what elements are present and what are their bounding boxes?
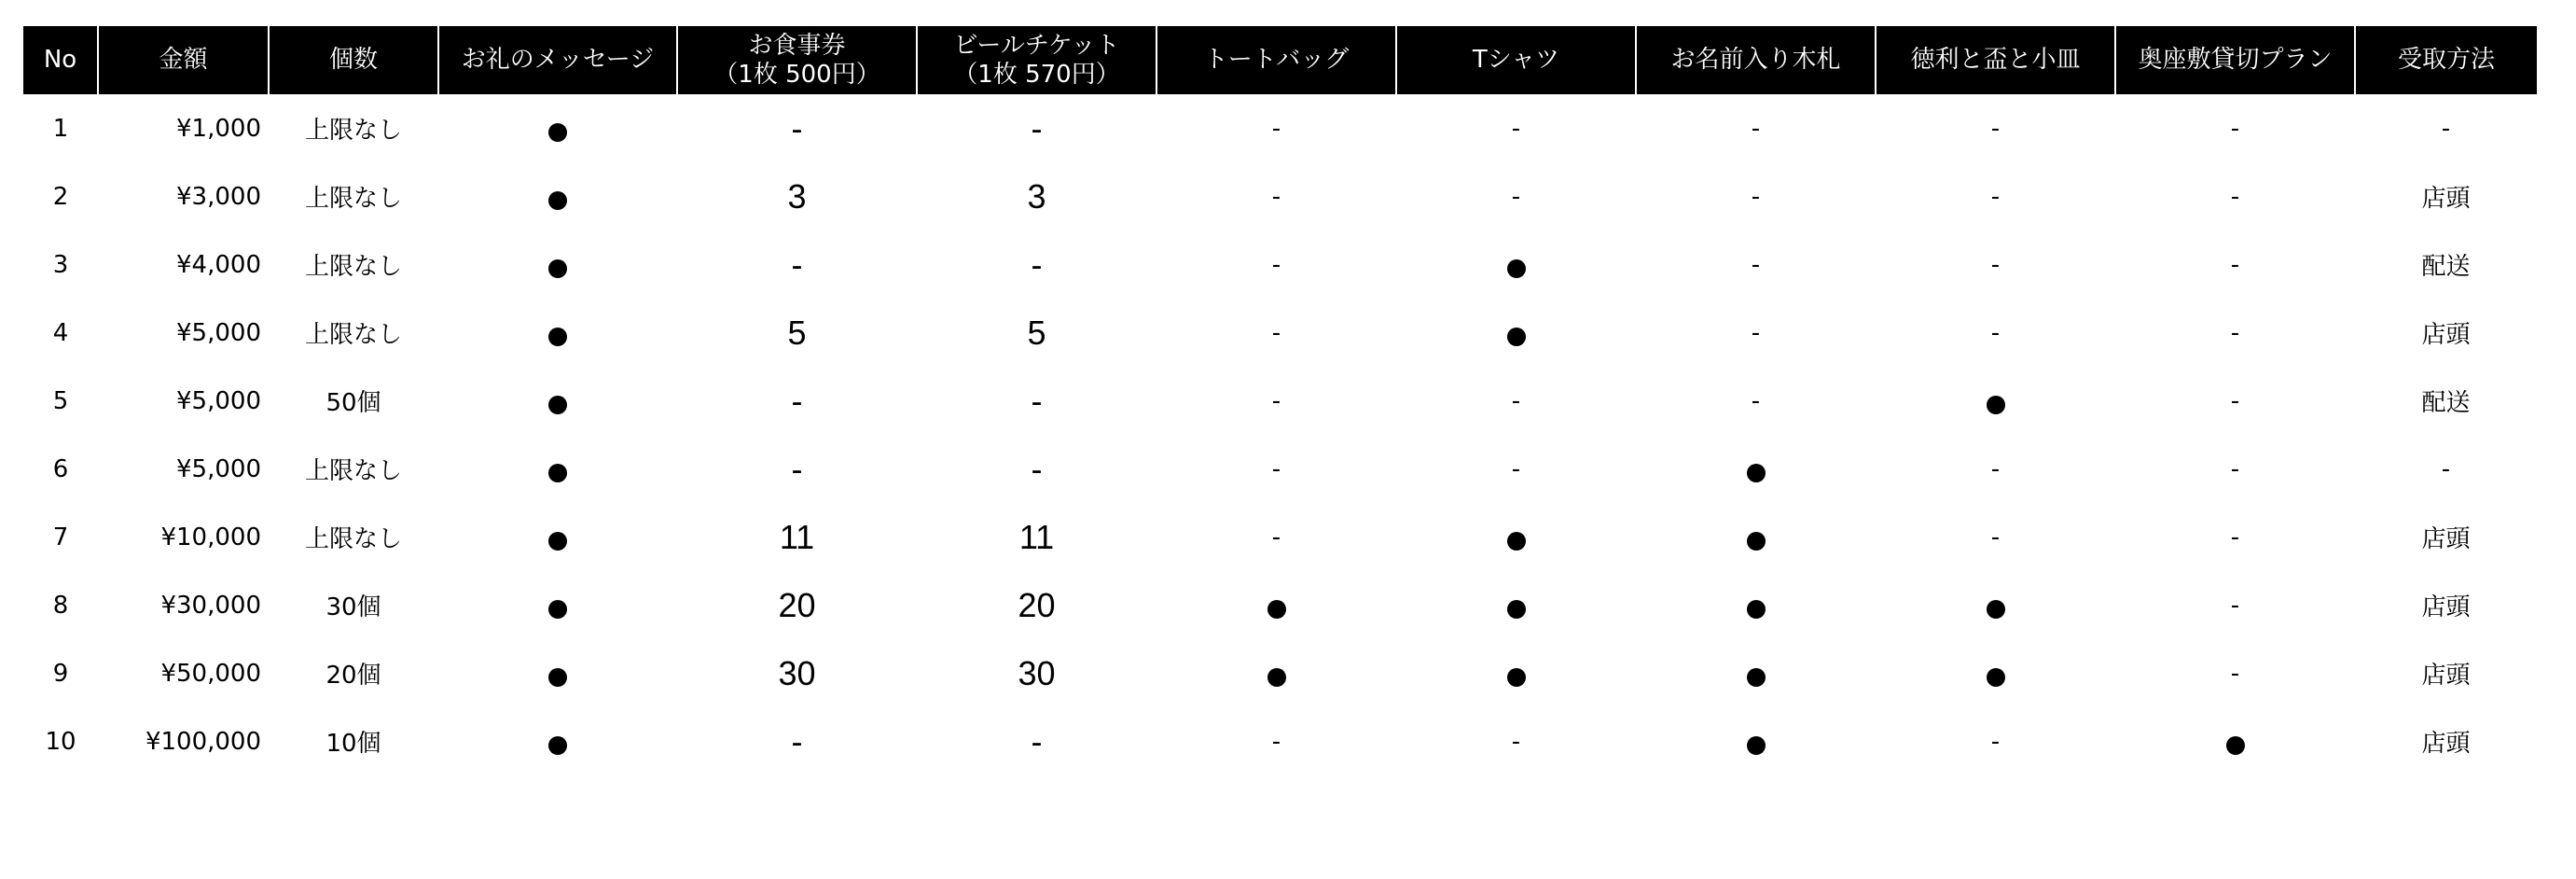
table-row xyxy=(23,162,2537,230)
cell-no: 5 xyxy=(52,386,69,415)
filled-circle-icon xyxy=(548,668,567,687)
cell-tshirt xyxy=(1396,639,1636,707)
cell-meal-ticket: 20 xyxy=(778,585,816,624)
cell-private-room: - xyxy=(2230,114,2240,143)
filled-circle-icon xyxy=(1507,600,1526,619)
cell-delivery: 店頭 xyxy=(2421,321,2471,349)
cell-amount: ¥1,000 xyxy=(176,114,261,143)
cell-name-plaque xyxy=(1636,639,1876,707)
cell-sake-set xyxy=(1876,639,2115,707)
cell-tote-bag: - xyxy=(1271,523,1281,551)
cell-amount: ¥10,000 xyxy=(160,523,261,551)
filled-circle-icon xyxy=(548,259,567,278)
cell-no: 4 xyxy=(52,318,69,347)
cell-beer-ticket: - xyxy=(1031,381,1043,420)
cell-meal-ticket: - xyxy=(791,108,803,147)
table-row xyxy=(23,299,2537,367)
cell-tshirt xyxy=(1396,571,1636,639)
cell-private-room: - xyxy=(2230,386,2240,415)
cell-quantity: 20個 xyxy=(325,662,381,690)
cell-meal-ticket: - xyxy=(791,381,803,420)
cell-tshirt xyxy=(1396,503,1636,571)
filled-circle-icon xyxy=(1507,259,1526,278)
cell-tote-bag: - xyxy=(1271,318,1281,347)
cell-quantity: 上限なし xyxy=(304,117,402,145)
cell-beer-ticket: 3 xyxy=(1027,176,1046,216)
header-no: No xyxy=(23,26,98,94)
header-amount: 金額 xyxy=(98,26,269,94)
cell-tote-bag: - xyxy=(1271,727,1281,756)
cell-sake-set: - xyxy=(1990,182,2001,211)
cell-meal-ticket: 3 xyxy=(787,176,807,216)
filled-circle-icon xyxy=(548,464,567,482)
cell-beer-ticket: 20 xyxy=(1018,585,1056,624)
cell-name-plaque: - xyxy=(1751,182,1761,211)
header-beer-ticket-price: （1枚 570円） xyxy=(953,60,1120,89)
cell-message xyxy=(438,435,677,503)
cell-quantity: 50個 xyxy=(325,389,381,417)
cell-amount: ¥100,000 xyxy=(145,727,261,756)
cell-private-room: - xyxy=(2230,318,2240,347)
reward-table xyxy=(23,26,2537,775)
cell-no: 2 xyxy=(52,182,69,211)
cell-meal-ticket: - xyxy=(791,721,803,760)
cell-delivery: 店頭 xyxy=(2421,730,2471,758)
header-meal-ticket-title: お食事券 xyxy=(748,31,846,60)
filled-circle-icon xyxy=(1747,668,1766,687)
cell-amount: ¥5,000 xyxy=(176,318,261,347)
header-row xyxy=(23,26,2537,94)
cell-tshirt: - xyxy=(1511,386,1521,415)
cell-quantity: 上限なし xyxy=(304,321,402,349)
cell-no: 1 xyxy=(52,114,69,143)
header-tshirt: Tシャツ xyxy=(1396,26,1636,94)
cell-message xyxy=(438,299,677,367)
filled-circle-icon xyxy=(548,600,567,619)
header-name-plaque: お名前入り木札 xyxy=(1636,26,1876,94)
cell-beer-ticket: - xyxy=(1031,721,1043,760)
cell-delivery: 店頭 xyxy=(2421,593,2471,621)
cell-quantity: 10個 xyxy=(325,730,381,758)
filled-circle-icon xyxy=(548,191,567,210)
cell-message xyxy=(438,707,677,775)
header-delivery: 受取方法 xyxy=(2355,26,2537,94)
cell-quantity: 上限なし xyxy=(304,185,402,213)
header-beer-ticket-title: ビールチケット xyxy=(953,31,1120,60)
cell-beer-ticket: - xyxy=(1031,108,1043,147)
filled-circle-icon xyxy=(548,736,567,755)
cell-private-room xyxy=(2115,707,2355,775)
cell-delivery: 店頭 xyxy=(2421,662,2471,690)
filled-circle-icon xyxy=(1747,464,1766,482)
cell-meal-ticket: - xyxy=(791,244,803,284)
cell-beer-ticket: - xyxy=(1031,449,1043,488)
filled-circle-icon xyxy=(1747,600,1766,619)
cell-tote-bag: - xyxy=(1271,182,1281,211)
table-row xyxy=(23,367,2537,435)
cell-private-room: - xyxy=(2230,454,2240,483)
filled-circle-icon xyxy=(548,396,567,414)
cell-private-room: - xyxy=(2230,659,2240,688)
table-row xyxy=(23,707,2537,775)
filled-circle-icon xyxy=(1507,328,1526,346)
cell-no: 9 xyxy=(52,659,69,688)
filled-circle-icon xyxy=(1987,396,2005,414)
cell-name-plaque: - xyxy=(1751,114,1761,143)
table-row xyxy=(23,639,2537,707)
filled-circle-icon xyxy=(1987,600,2005,619)
table-row xyxy=(23,435,2537,503)
cell-message xyxy=(438,162,677,230)
cell-message xyxy=(438,230,677,299)
cell-message xyxy=(438,571,677,639)
cell-message xyxy=(438,367,677,435)
filled-circle-icon xyxy=(1987,668,2005,687)
cell-beer-ticket: 5 xyxy=(1027,313,1046,352)
cell-beer-ticket: - xyxy=(1031,244,1043,284)
header-message: お礼のメッセージ xyxy=(438,26,677,94)
cell-tote-bag: - xyxy=(1271,250,1281,279)
header-tote-bag: トートバッグ xyxy=(1156,26,1396,94)
header-meal-ticket xyxy=(677,26,917,94)
cell-quantity: 30個 xyxy=(325,593,381,621)
cell-sake-set xyxy=(1876,571,2115,639)
cell-no: 10 xyxy=(45,727,76,756)
cell-tote-bag: - xyxy=(1271,114,1281,143)
cell-tshirt: - xyxy=(1511,114,1521,143)
cell-name-plaque xyxy=(1636,707,1876,775)
cell-amount: ¥5,000 xyxy=(176,386,261,415)
filled-circle-icon xyxy=(1507,532,1526,551)
cell-name-plaque: - xyxy=(1751,318,1761,347)
cell-amount: ¥3,000 xyxy=(176,182,261,211)
cell-message xyxy=(438,639,677,707)
header-quantity: 個数 xyxy=(269,26,438,94)
cell-tshirt: - xyxy=(1511,727,1521,756)
table-body xyxy=(23,94,2537,775)
cell-no: 7 xyxy=(52,523,69,551)
cell-sake-set: - xyxy=(1990,318,2001,347)
cell-private-room: - xyxy=(2230,591,2240,620)
cell-amount: ¥50,000 xyxy=(160,659,261,688)
cell-name-plaque: - xyxy=(1751,386,1761,415)
filled-circle-icon xyxy=(548,532,567,551)
filled-circle-icon xyxy=(548,328,567,346)
filled-circle-icon xyxy=(1747,736,1766,755)
cell-beer-ticket: 30 xyxy=(1018,653,1056,692)
cell-sake-set: - xyxy=(1990,454,2001,483)
cell-sake-set: - xyxy=(1990,523,2001,551)
filled-circle-icon xyxy=(2226,736,2245,755)
cell-no: 6 xyxy=(52,454,69,483)
cell-tshirt: - xyxy=(1511,182,1521,211)
cell-tote-bag xyxy=(1156,571,1396,639)
cell-quantity: 上限なし xyxy=(304,525,402,553)
cell-tote-bag: - xyxy=(1271,454,1281,483)
header-private-room: 奥座敷貸切プラン xyxy=(2115,26,2355,94)
cell-delivery: 店頭 xyxy=(2421,525,2471,553)
cell-name-plaque xyxy=(1636,571,1876,639)
cell-name-plaque xyxy=(1636,503,1876,571)
cell-delivery: 店頭 xyxy=(2421,185,2471,213)
cell-sake-set: - xyxy=(1990,250,2001,279)
cell-message xyxy=(438,503,677,571)
cell-tshirt xyxy=(1396,230,1636,299)
header-beer-ticket xyxy=(917,26,1156,94)
cell-tshirt xyxy=(1396,299,1636,367)
table-row xyxy=(23,94,2537,162)
filled-circle-icon xyxy=(548,123,567,142)
cell-meal-ticket: 30 xyxy=(778,653,816,692)
filled-circle-icon xyxy=(1507,668,1526,687)
cell-meal-ticket: 5 xyxy=(787,313,807,352)
header-meal-ticket-price: （1枚 500円） xyxy=(713,60,880,89)
header-sake-set: 徳利と盃と小皿 xyxy=(1876,26,2115,94)
cell-no: 8 xyxy=(52,591,69,620)
cell-delivery: - xyxy=(2441,114,2451,143)
cell-sake-set xyxy=(1876,367,2115,435)
cell-delivery: 配送 xyxy=(2421,253,2471,281)
cell-amount: ¥30,000 xyxy=(160,591,261,620)
cell-quantity: 上限なし xyxy=(304,253,402,281)
cell-tote-bag xyxy=(1156,639,1396,707)
cell-name-plaque xyxy=(1636,435,1876,503)
cell-tote-bag: - xyxy=(1271,386,1281,415)
cell-message xyxy=(438,94,677,162)
filled-circle-icon xyxy=(1267,600,1286,619)
table-row xyxy=(23,503,2537,571)
cell-amount: ¥4,000 xyxy=(176,250,261,279)
filled-circle-icon xyxy=(1747,532,1766,551)
cell-meal-ticket: 11 xyxy=(779,517,815,556)
cell-private-room: - xyxy=(2230,182,2240,211)
cell-sake-set: - xyxy=(1990,114,2001,143)
table-row xyxy=(23,230,2537,299)
cell-private-room: - xyxy=(2230,523,2240,551)
cell-no: 3 xyxy=(52,250,69,279)
cell-name-plaque: - xyxy=(1751,250,1761,279)
table-header xyxy=(23,26,2537,94)
cell-delivery: - xyxy=(2441,454,2451,483)
cell-quantity: 上限なし xyxy=(304,457,402,485)
cell-private-room: - xyxy=(2230,250,2240,279)
cell-tshirt: - xyxy=(1511,454,1521,483)
cell-beer-ticket: 11 xyxy=(1018,517,1055,556)
cell-meal-ticket: - xyxy=(791,449,803,488)
table-row xyxy=(23,571,2537,639)
filled-circle-icon xyxy=(1267,668,1286,687)
cell-delivery: 配送 xyxy=(2421,389,2471,417)
cell-amount: ¥5,000 xyxy=(176,454,261,483)
cell-sake-set: - xyxy=(1990,727,2001,756)
